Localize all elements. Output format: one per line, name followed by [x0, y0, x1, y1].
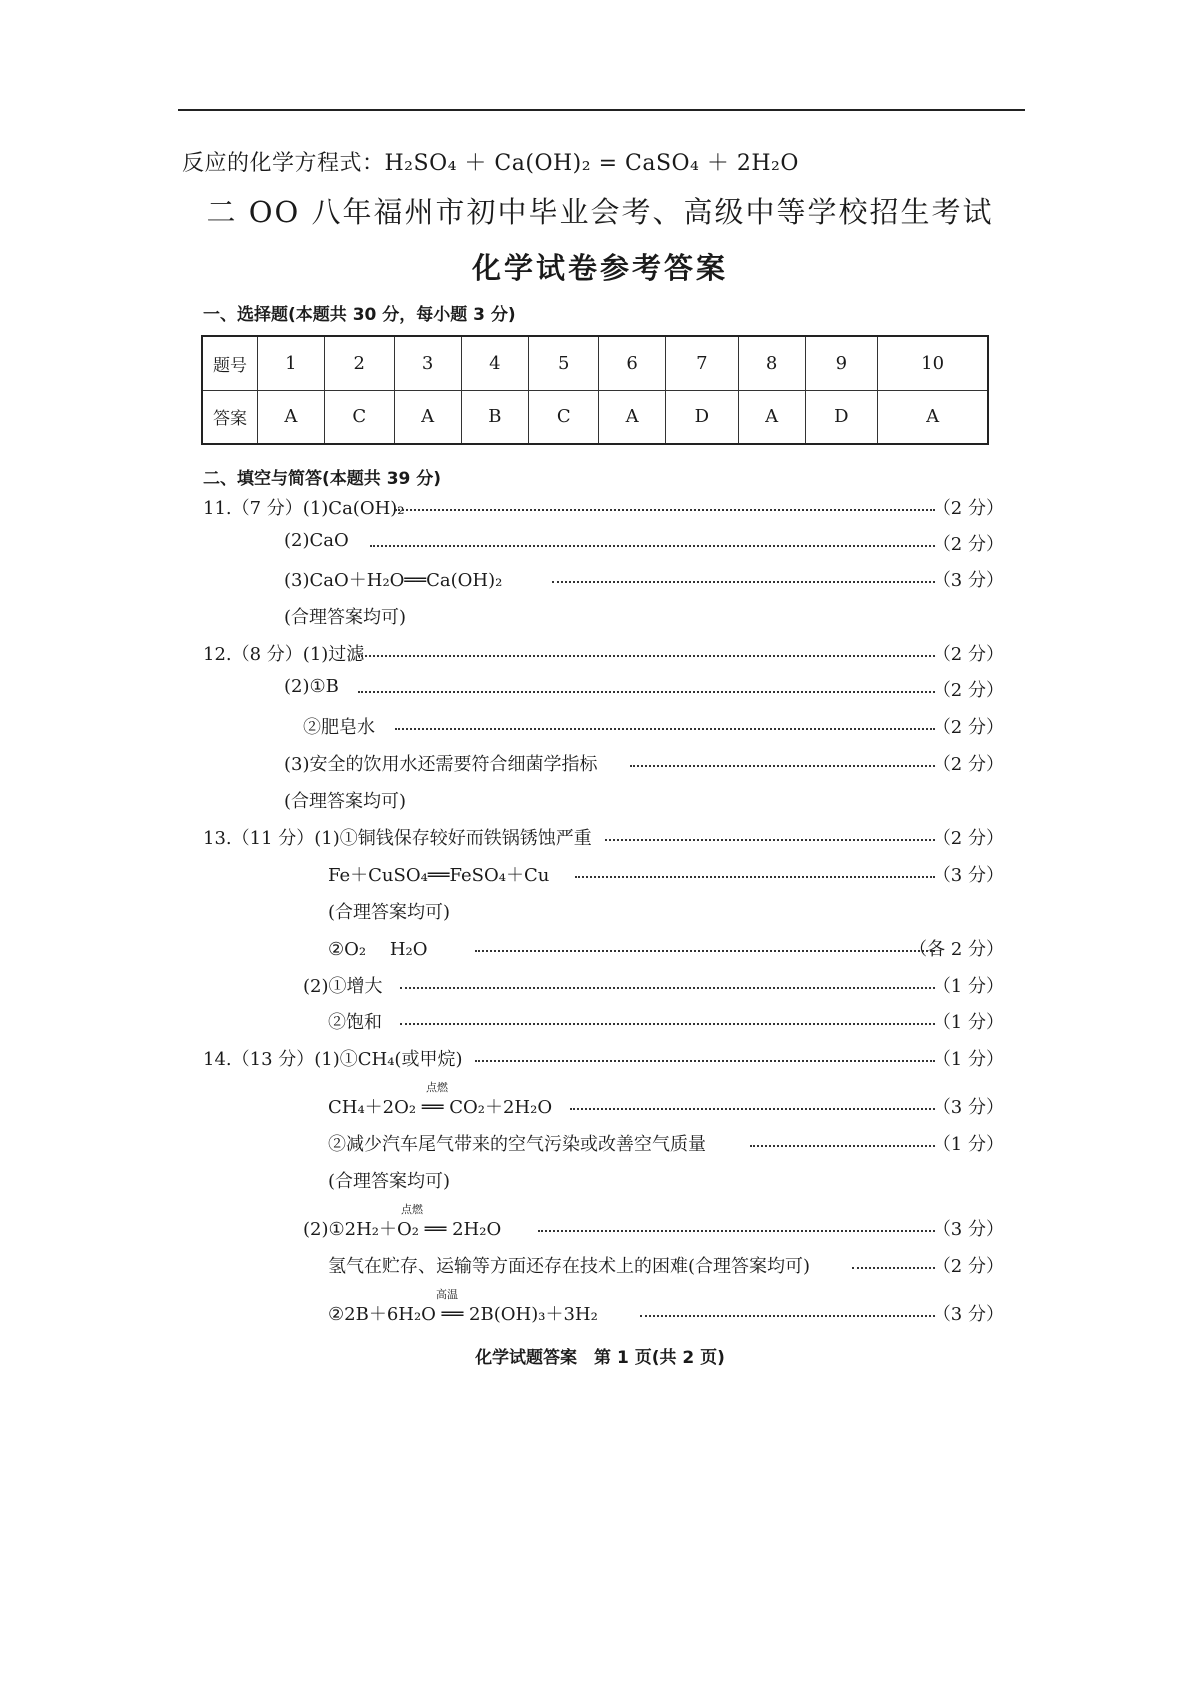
answer-text: CH₄＋2O₂ ══ CO₂＋2H₂O	[328, 1097, 553, 1118]
dot-leader	[630, 765, 935, 767]
score-label: （2 分）	[932, 534, 1004, 555]
score-label: （2 分）	[932, 754, 1004, 775]
table-cell: C	[324, 390, 394, 444]
dot-leader	[852, 1267, 935, 1269]
dot-leader	[475, 950, 935, 952]
score-label: （1 分）	[932, 1012, 1004, 1033]
answer-line	[0, 1167, 1200, 1193]
answer-line	[0, 640, 1200, 666]
table-cell: A	[599, 390, 666, 444]
top-rule	[178, 109, 1025, 111]
dot-leader	[358, 691, 935, 693]
dot-leader	[570, 1108, 935, 1110]
table-cell: 6	[599, 336, 666, 390]
table-row-numbers	[202, 336, 988, 390]
page-footer: 化学试题答案 第 1 页(共 2 页)	[475, 1348, 725, 1368]
table-cell: 5	[529, 336, 599, 390]
reaction-condition: 点燃	[426, 1081, 448, 1094]
answer-line	[0, 676, 1200, 702]
score-label: （1 分）	[932, 1134, 1004, 1155]
score-label: （1 分）	[932, 1049, 1004, 1070]
dot-leader	[605, 839, 935, 841]
table-cell: 2	[324, 336, 394, 390]
answer-text: (合理答案均可)	[284, 607, 407, 628]
answer-text: 氢气在贮存、运输等方面还存在技术上的困难(合理答案均可)	[328, 1256, 811, 1277]
dot-leader	[358, 655, 935, 657]
answer-text: (2)①2H₂＋O₂ ══ 2H₂O	[303, 1219, 502, 1240]
dot-leader	[750, 1145, 935, 1147]
dot-leader	[395, 728, 935, 730]
answer-line	[0, 530, 1200, 556]
answer-text: (合理答案均可)	[328, 1171, 451, 1192]
dot-leader	[538, 1230, 935, 1232]
table-cell: A	[878, 390, 988, 444]
answer-line	[0, 1008, 1200, 1034]
table-row-header: 题号	[202, 336, 258, 390]
table-cell: D	[805, 390, 878, 444]
table-row-header: 答案	[202, 390, 258, 444]
answer-text: 12.（8 分）(1)过滤	[203, 644, 365, 665]
answer-text: ②O₂ H₂O	[328, 939, 428, 960]
answer-line	[0, 494, 1200, 520]
dot-leader	[400, 1023, 935, 1025]
reaction-condition: 点燃	[401, 1203, 423, 1216]
dot-leader	[475, 1060, 935, 1062]
page-title: 二 OO 八年福州市初中毕业会考、高级中等学校招生考试	[206, 195, 994, 229]
answer-line	[0, 1081, 1200, 1119]
table-cell: 3	[394, 336, 461, 390]
answer-line	[0, 824, 1200, 850]
equation-line: 反应的化学方程式：H₂SO₄ ＋ Ca(OH)₂ = CaSO₄ ＋ 2H₂O	[182, 151, 799, 176]
answer-text: Fe＋CuSO₄══FeSO₄＋Cu	[328, 865, 550, 886]
score-label: （3 分）	[932, 570, 1004, 591]
dot-leader	[552, 581, 935, 583]
answer-text: (3)安全的饮用水还需要符合细菌学指标	[284, 754, 598, 775]
dot-leader	[370, 545, 935, 547]
table-cell: B	[461, 390, 529, 444]
answer-text: ②肥皂水	[303, 717, 375, 738]
score-label: （2 分）	[932, 644, 1004, 665]
score-label: （2 分）	[932, 498, 1004, 519]
answer-line	[0, 750, 1200, 776]
page-subtitle: 化学试卷参考答案	[471, 251, 728, 285]
answer-line	[0, 566, 1200, 592]
score-label: （3 分）	[932, 1097, 1004, 1118]
table-cell: A	[738, 390, 805, 444]
answer-table	[201, 335, 989, 445]
score-label: （3 分）	[932, 1219, 1004, 1240]
answer-text: (2)CaO	[284, 530, 349, 551]
score-label: （2 分）	[932, 717, 1004, 738]
table-cell: A	[258, 390, 325, 444]
answer-line	[0, 861, 1200, 887]
answer-text: (2)①B	[284, 676, 339, 697]
answer-line	[0, 1203, 1200, 1241]
table-cell: 7	[666, 336, 739, 390]
table-row-answers	[202, 390, 988, 444]
answer-text: ②饱和	[328, 1012, 382, 1033]
score-label: （各 2 分）	[909, 939, 1004, 960]
table-cell: 1	[258, 336, 325, 390]
dot-leader	[400, 987, 935, 989]
answer-text: (3)CaO＋H₂O══Ca(OH)₂	[284, 570, 503, 591]
dot-leader	[640, 1315, 935, 1317]
answer-text: 13.（11 分）(1)①铜钱保存较好而铁锅锈蚀严重	[203, 828, 592, 849]
answer-text: 14.（13 分）(1)①CH₄(或甲烷)	[203, 1049, 463, 1070]
section2-heading: 二、填空与简答(本题共 39 分)	[203, 469, 442, 489]
answer-text: (合理答案均可)	[284, 791, 407, 812]
dot-leader	[395, 509, 935, 511]
table-cell: 10	[878, 336, 988, 390]
table-cell: D	[666, 390, 739, 444]
table-cell: 8	[738, 336, 805, 390]
table-cell: 9	[805, 336, 878, 390]
dot-leader	[575, 876, 935, 878]
score-label: （1 分）	[932, 976, 1004, 997]
answer-text: ②2B＋6H₂O ══ 2B(OH)₃＋3H₂	[328, 1304, 598, 1325]
table-cell: C	[529, 390, 599, 444]
answer-line	[0, 713, 1200, 739]
reaction-condition: 高温	[436, 1288, 458, 1301]
score-label: （2 分）	[932, 680, 1004, 701]
answer-text: (2)①增大	[303, 976, 383, 997]
answer-line	[0, 935, 1200, 961]
section1-heading: 一、选择题(本题共 30 分，每小题 3 分)	[203, 305, 516, 325]
score-label: （2 分）	[932, 828, 1004, 849]
answer-line	[0, 1130, 1200, 1156]
score-label: （3 分）	[932, 865, 1004, 886]
answer-text: (合理答案均可)	[328, 902, 451, 923]
table-cell: A	[394, 390, 461, 444]
score-label: （3 分）	[932, 1304, 1004, 1325]
answer-line	[0, 972, 1200, 998]
answer-line	[0, 1045, 1200, 1071]
answer-line	[0, 1288, 1200, 1326]
answer-line	[0, 898, 1200, 924]
answer-line	[0, 1252, 1200, 1278]
answer-line	[0, 603, 1200, 629]
score-label: （2 分）	[932, 1256, 1004, 1277]
answer-line	[0, 787, 1200, 813]
answer-text: 11.（7 分）(1)Ca(OH)₂	[203, 498, 405, 519]
table-cell: 4	[461, 336, 529, 390]
answer-text: ②减少汽车尾气带来的空气污染或改善空气质量	[328, 1134, 706, 1155]
